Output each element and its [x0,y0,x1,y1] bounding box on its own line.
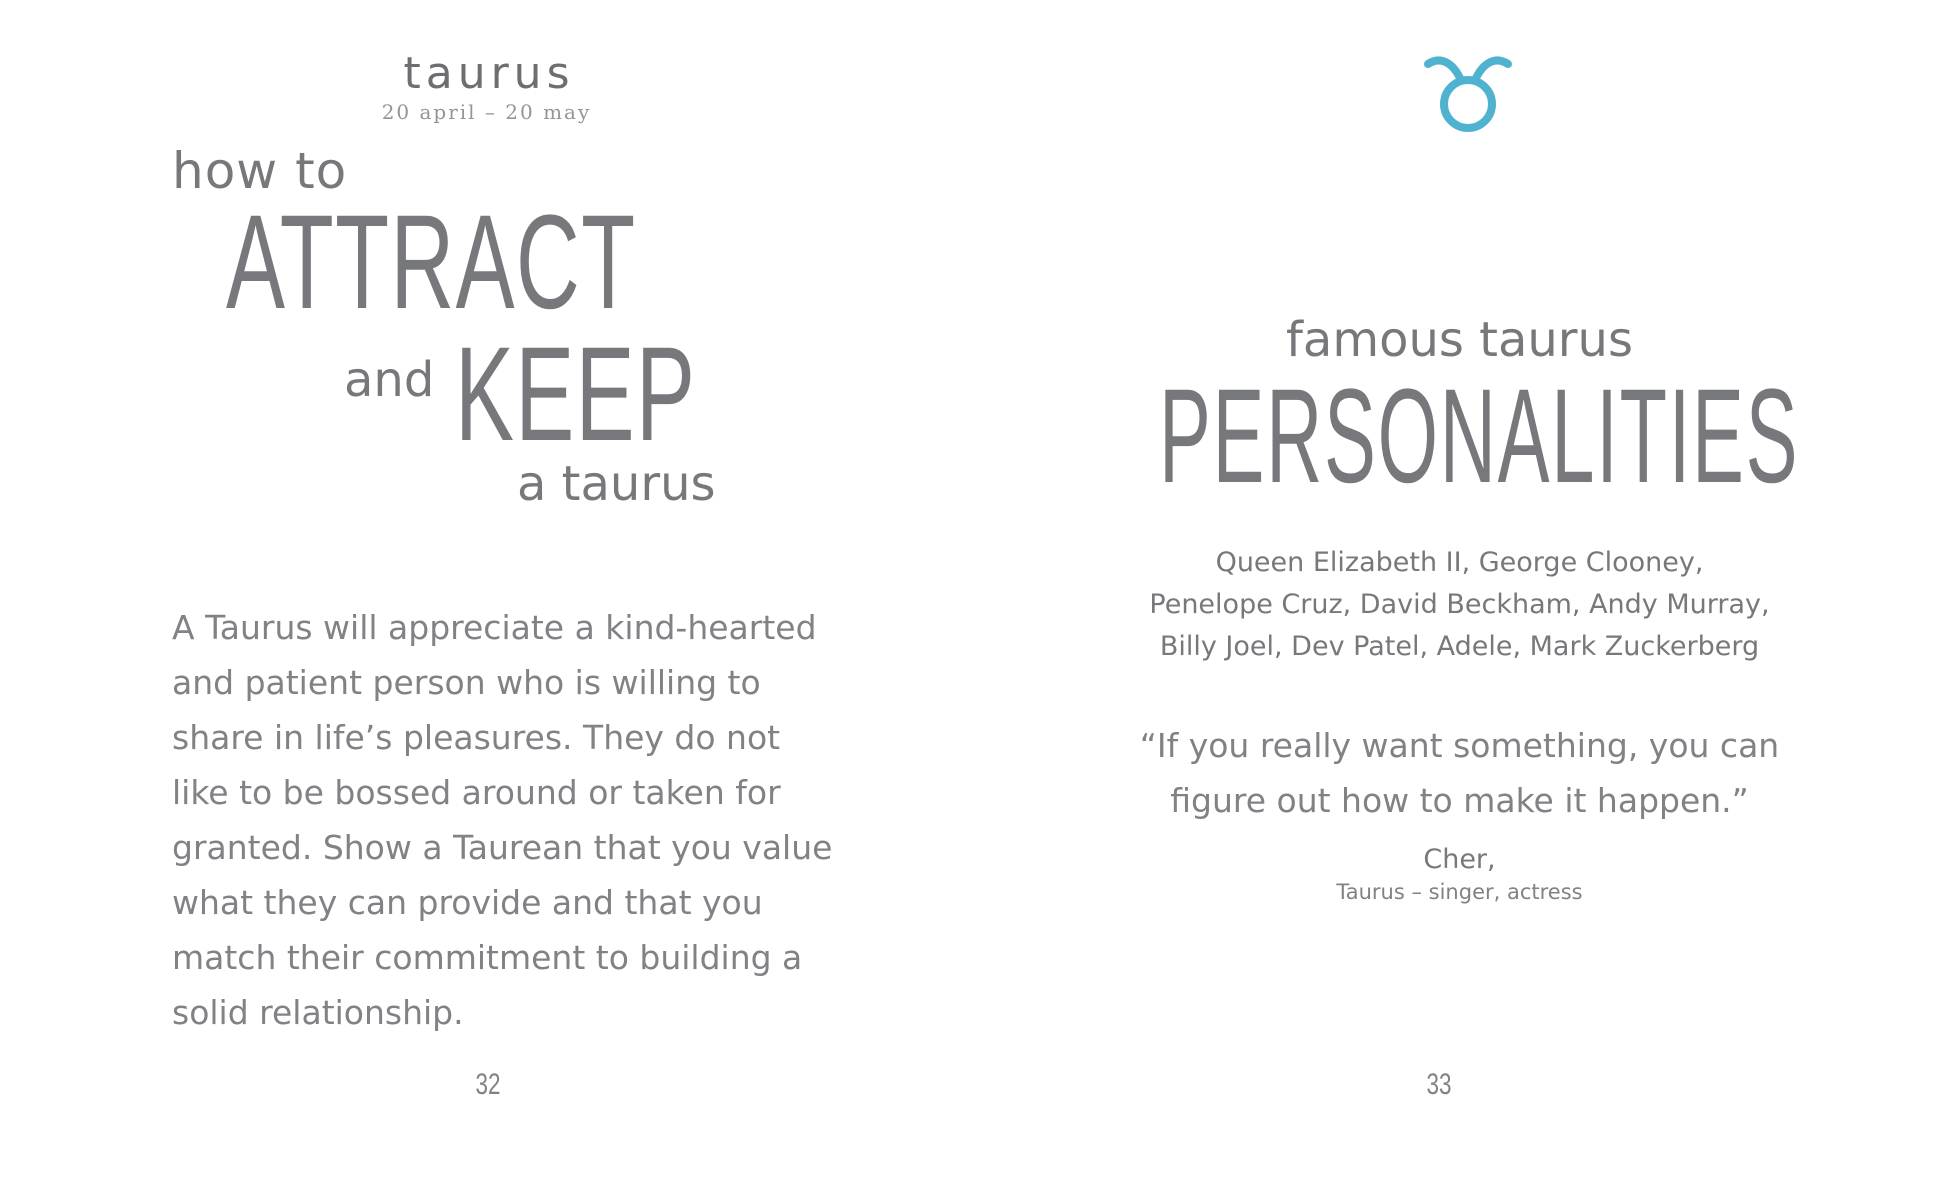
heading-personalities: PERSONALITIES [1159,362,1800,511]
taurus-symbol-icon [1418,50,1518,140]
body-line: solid relationship. [172,993,464,1032]
heading-a-taurus: a taurus [517,456,716,512]
body-line: A Taurus will appreciate a kind-hearted [172,608,817,647]
quote-author: Cher, [1423,844,1496,875]
body-paragraph [172,600,892,1040]
body-line: like to be bossed around or taken for [172,773,781,812]
right-page [973,0,1946,1180]
quote-line: figure out how to make it happen.” [1170,781,1749,820]
heading-how-to: how to [172,142,348,200]
heading-and: and [344,352,435,408]
sign-dates: 20 april – 20 may [381,100,592,124]
names-line: Queen Elizabeth II, George Clooney, [1215,547,1704,578]
body-line: share in life’s pleasures. They do not [172,718,781,757]
body-line: match their commitment to building a [172,938,803,977]
names-line: Penelope Cruz, David Beckham, Andy Murray, [1149,589,1770,620]
quote-line: “If you really want something, you can [1139,726,1780,765]
famous-names-list [973,542,1946,668]
heading-keep: KEEP [455,320,697,469]
page-number-right: 33 [1426,1068,1452,1101]
body-line: what they can provide and that you [172,883,763,922]
sign-name: taurus [403,48,575,99]
heading-attract: ATTRACT [226,188,637,337]
page-number-left: 32 [475,1068,501,1101]
heading-famous-taurus: famous taurus [1286,312,1633,368]
names-line: Billy Joel, Dev Patel, Adele, Mark Zuckerberg [1159,631,1760,662]
body-line: granted. Show a Taurean that you value [172,828,833,867]
quote [973,718,1946,828]
body-line: and patient person who is willing to [172,663,761,702]
quote-author-role: Taurus – singer, actress [1336,880,1583,904]
